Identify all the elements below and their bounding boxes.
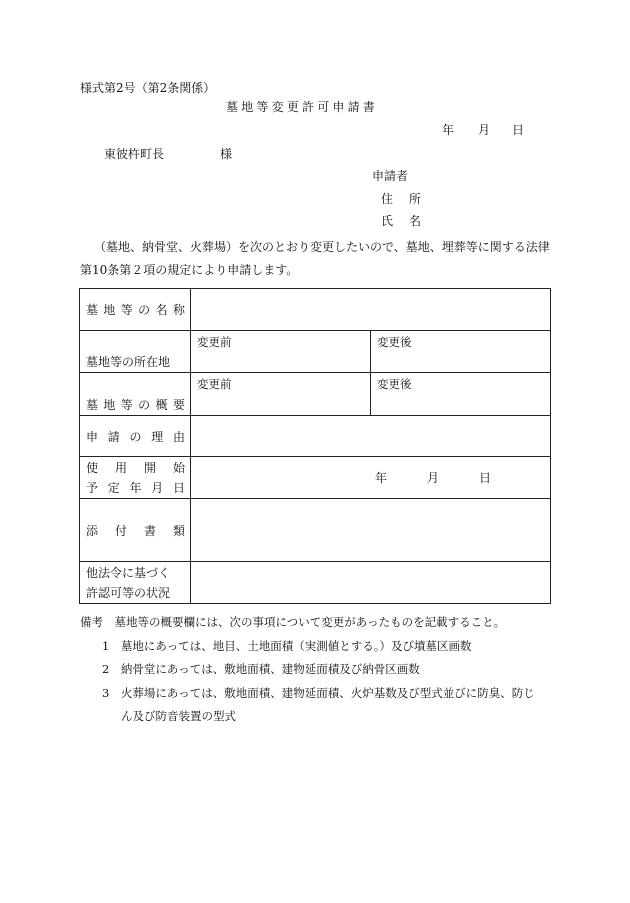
label-char: 年: [129, 480, 142, 495]
after-label: 変更後: [377, 377, 412, 391]
label-other-permits-line1: 他法令に基づく: [86, 565, 171, 580]
date-month: 月: [478, 123, 491, 137]
label-start-date: [80, 457, 191, 499]
after-label: 変更後: [377, 335, 412, 349]
label-char: 始: [172, 460, 185, 475]
start-date-day: 日: [479, 471, 492, 485]
label-char: 名: [155, 303, 168, 317]
label-overview: [80, 373, 191, 416]
label-char: 月: [151, 480, 164, 495]
value-location: [191, 331, 551, 373]
label-cemetery-name: [80, 289, 191, 331]
addressee: 東彼杵町長: [104, 147, 165, 161]
label-char: 墓: [86, 303, 99, 317]
value-attachments[interactable]: [191, 499, 551, 562]
label-char: 要: [172, 397, 185, 412]
label-char: 由: [172, 429, 185, 444]
label-location: [80, 331, 191, 373]
table-row: [80, 331, 551, 373]
remark-item-1: 1 墓地にあっては、地目、土地面積（実測値とする。）及び墳墓区画数: [102, 639, 472, 653]
label-char: の: [138, 397, 151, 412]
label-location-text: 墓地等の所在地: [86, 355, 171, 369]
location-after[interactable]: [371, 331, 550, 372]
label-char: 地: [103, 303, 116, 317]
date-day: 日: [512, 123, 525, 137]
label-char: 地: [103, 397, 116, 412]
spread-label: [86, 478, 190, 498]
label-char: 理: [151, 429, 164, 444]
spread-label: [86, 458, 190, 478]
label-char: 称: [172, 303, 185, 317]
addressee-honorific: 様: [220, 147, 233, 161]
label-char: 申: [86, 429, 99, 444]
label-char: 予: [86, 480, 99, 495]
table-row: [80, 373, 551, 416]
overview-after[interactable]: [371, 373, 550, 415]
table-row: [80, 289, 551, 331]
label-char: の: [129, 429, 142, 444]
label-char: 付: [114, 523, 127, 538]
label-char: 使: [86, 460, 99, 475]
spread-label: [86, 428, 190, 445]
label-char: 請: [107, 429, 120, 444]
label-attachments: [80, 499, 191, 562]
date-year: 年: [442, 123, 455, 137]
label-char: 用: [114, 460, 127, 475]
value-reason[interactable]: [191, 416, 551, 457]
table-row: [80, 499, 551, 562]
label-char: の: [138, 303, 151, 317]
label-char: 書: [143, 523, 156, 538]
name-label: 氏 名: [381, 214, 424, 228]
remarks-heading: 備考 墓地等の概要欄には、次の事項について変更があったものを記載すること。: [80, 615, 506, 629]
value-start-date[interactable]: [191, 457, 551, 499]
start-date-year: 年: [375, 471, 388, 485]
document-title: 墓地等変更許可申請書: [226, 100, 379, 114]
location-before[interactable]: [191, 331, 371, 372]
before-label: 変更前: [197, 335, 232, 349]
label-reason: [80, 416, 191, 457]
label-char: 類: [172, 523, 185, 538]
start-date-month: 月: [427, 471, 440, 485]
remark-item-3-continued: ん及び防音装置の型式: [121, 709, 236, 723]
table-row: [80, 416, 551, 457]
label-other-permits: [80, 562, 191, 604]
date-line: [442, 122, 524, 138]
form-number: 様式第2号（第2条関係）: [80, 81, 216, 95]
value-overview: [191, 373, 551, 416]
value-other-permits[interactable]: [191, 562, 551, 604]
table-row: [80, 562, 551, 604]
start-date-fields: [191, 469, 550, 486]
before-label: 変更前: [197, 377, 232, 391]
label-char: 等: [120, 303, 133, 317]
label-char: 日: [172, 480, 185, 495]
remark-item-3: 3 火葬場にあっては、敷地面積、建物延面積、火炉基数及び型式並びに防臭、防じ: [102, 686, 535, 700]
spread-label: [86, 301, 190, 318]
label-char: 添: [86, 523, 99, 538]
applicant-label: 申請者: [372, 169, 409, 183]
body-text: （墓地、納骨堂、火葬場）を次のとおり変更したいので、墓地、埋葬等に関する法律第10条第２項の規定により申請します。: [80, 240, 550, 277]
remark-item-2: 2 納骨堂にあっては、敷地面積、建物延面積及び納骨区画数: [102, 662, 420, 676]
label-char: 開: [143, 460, 156, 475]
spread-label: [86, 522, 190, 539]
application-table: [79, 288, 551, 604]
overview-split: [191, 373, 550, 415]
overview-before[interactable]: [191, 373, 371, 415]
location-split: [191, 331, 550, 372]
label-char: 等: [120, 397, 133, 412]
address-label: 住 所: [381, 192, 424, 206]
label-char: 定: [107, 480, 120, 495]
label-char: 概: [155, 397, 168, 412]
label-char: 墓: [86, 397, 99, 412]
spread-label: [86, 396, 190, 413]
table-row: [80, 457, 551, 499]
label-other-permits-line2: 許認可等の状況: [86, 585, 171, 600]
value-cemetery-name[interactable]: [191, 289, 551, 331]
